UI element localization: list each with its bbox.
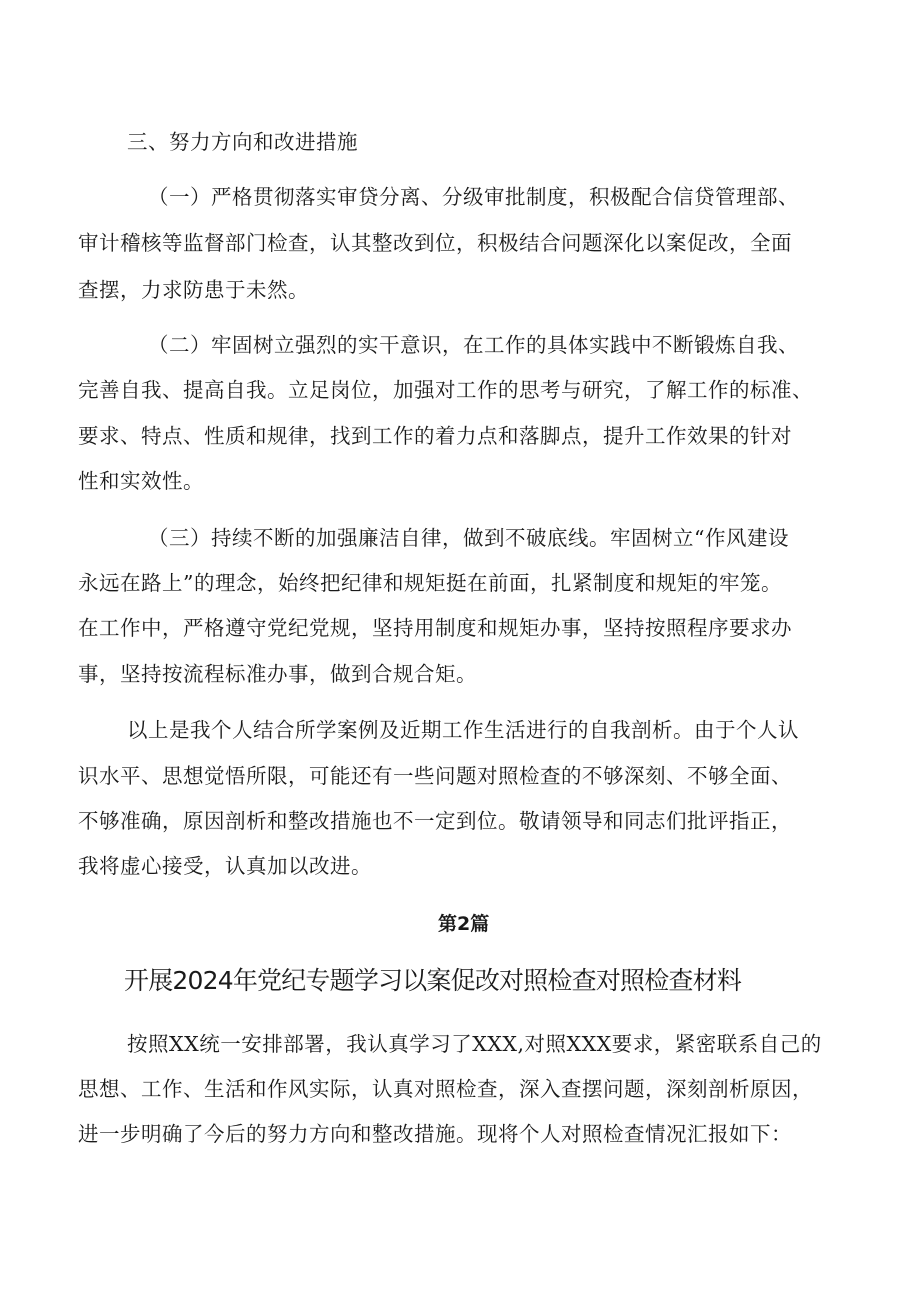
section-heading: 三、努力方向和改进措施 bbox=[127, 130, 358, 154]
paragraph-line: 以上是我个人结合所学案例及近期工作生活进行的自我剖析。由于个人认 bbox=[127, 718, 799, 742]
paragraph-line: 在工作中，严格遵守党纪党规，坚持用制度和规矩办事，坚持按照程序要求办 bbox=[78, 616, 792, 640]
paragraph-line: 我将虚心接受，认真加以改进。 bbox=[78, 854, 372, 878]
paragraph-line: （三）持续不断的加强廉洁自律，做到不破底线。牢固树立“作风建设 bbox=[148, 526, 789, 550]
paragraph-line: 审计稽核等监督部门检查，认其整改到位，积极结合问题深化以案促改，全面 bbox=[78, 231, 792, 255]
paragraph-line: 进一步明确了今后的努力方向和整改措施。现将个人对照检查情况汇报如下： bbox=[78, 1122, 792, 1146]
paragraph-line: 事，坚持按流程标准办事，做到合规合矩。 bbox=[78, 662, 477, 686]
paragraph-line: （一）严格贯彻落实审贷分离、分级审批制度，积极配合信贷管理部、 bbox=[148, 185, 799, 209]
paragraph-line: 永远在路上”的理念，始终把纪律和规矩挺在前面，扎紧制度和规矩的牢笼。 bbox=[78, 571, 782, 595]
paragraph-line: （二）牢固树立强烈的实干意识，在工作的具体实践中不断锻炼自我、 bbox=[148, 333, 799, 357]
paragraph-line: 要求、特点、性质和规律，找到工作的着力点和落脚点，提升工作效果的针对 bbox=[78, 424, 792, 448]
paragraph-line: 不够准确，原因剖析和整改措施也不一定到位。敬请领导和同志们批评指正， bbox=[78, 809, 792, 833]
paragraph-line: 按照XX统一安排部署，我认真学习了XXX,对照XXX要求，紧密联系自己的 bbox=[127, 1032, 822, 1056]
paragraph-line: 性和实效性。 bbox=[78, 469, 204, 493]
paragraph-line: 完善自我、提高自我。立足岗位，加强对工作的思考与研究，了解工作的标准、 bbox=[78, 378, 813, 402]
paragraph-line: 识水平、思想觉悟所限，可能还有一些问题对照检查的不够深刻、不够全面、 bbox=[78, 764, 792, 788]
paragraph-line: 思想、工作、生活和作风实际，认真对照检查，深入查摆问题，深刻剖析原因， bbox=[78, 1077, 813, 1101]
document-title: 开展2024年党纪专题学习以案促改对照检查对照检查材料 bbox=[124, 966, 742, 995]
part-label: 第2篇 bbox=[438, 913, 490, 935]
paragraph-line: 查摆，力求防患于未然。 bbox=[78, 278, 309, 302]
